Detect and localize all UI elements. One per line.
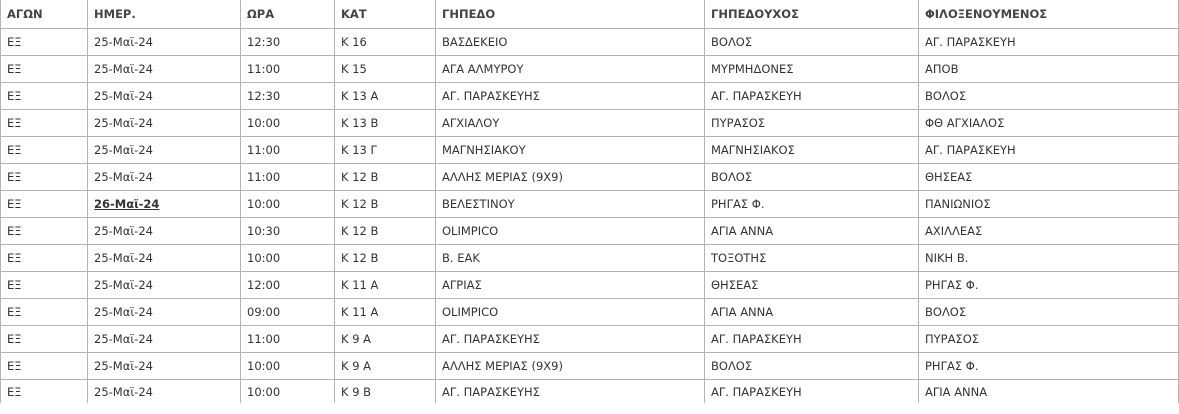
cell-venue: ΑΛΛΗΣ ΜΕΡΙΑΣ (9Χ9) bbox=[436, 164, 705, 191]
cell-away-team: ΒΟΛΟΣ bbox=[919, 299, 1179, 326]
cell-agon: ΕΞ bbox=[1, 353, 88, 380]
cell-agon: ΕΞ bbox=[1, 83, 88, 110]
cell-home-team: ΜΑΓΝΗΣΙΑΚΟΣ bbox=[705, 137, 919, 164]
cell-date: 25-Μαϊ-24 bbox=[88, 299, 241, 326]
cell-away-team: ΦΘ ΑΓΧΙΑΛΟΣ bbox=[919, 110, 1179, 137]
table-row bbox=[1, 56, 1179, 83]
cell-date bbox=[88, 191, 241, 218]
cell-time: 09:00 bbox=[241, 299, 335, 326]
cell-time: 12:00 bbox=[241, 272, 335, 299]
cell-time: 11:00 bbox=[241, 164, 335, 191]
cell-date: 25-Μαϊ-24 bbox=[88, 164, 241, 191]
cell-venue: ΜΑΓΝΗΣΙΑΚΟΥ bbox=[436, 137, 705, 164]
cell-home-team: ΑΓΙΑ ΑΝΝΑ bbox=[705, 218, 919, 245]
cell-venue: OLIMPICO bbox=[436, 299, 705, 326]
cell-category: Κ 12 Β bbox=[335, 191, 436, 218]
cell-time: 10:00 bbox=[241, 110, 335, 137]
cell-category: Κ 11 Α bbox=[335, 299, 436, 326]
cell-category: Κ 13 Γ bbox=[335, 137, 436, 164]
cell-venue: ΒΑΣΔΕΚΕΙΟ bbox=[436, 29, 705, 56]
cell-agon: ΕΞ bbox=[1, 245, 88, 272]
table-row bbox=[1, 299, 1179, 326]
cell-agon: ΕΞ bbox=[1, 326, 88, 353]
cell-home-team: ΡΗΓΑΣ Φ. bbox=[705, 191, 919, 218]
header-time: ΩΡΑ bbox=[241, 0, 335, 29]
cell-away-team: ΠΥΡΑΣΟΣ bbox=[919, 326, 1179, 353]
table-row bbox=[1, 110, 1179, 137]
cell-venue: ΑΓ. ΠΑΡΑΣΚΕΥΗΣ bbox=[436, 380, 705, 404]
cell-venue: ΑΓΑ ΑΛΜΥΡΟΥ bbox=[436, 56, 705, 83]
header-away-team: ΦΙΛΟΞΕΝΟΥΜΕΝΟΣ bbox=[919, 0, 1179, 29]
cell-venue: ΑΛΛΗΣ ΜΕΡΙΑΣ (9Χ9) bbox=[436, 353, 705, 380]
cell-date: 25-Μαϊ-24 bbox=[88, 56, 241, 83]
cell-venue: ΑΓ. ΠΑΡΑΣΚΕΥΗΣ bbox=[436, 326, 705, 353]
cell-agon: ΕΞ bbox=[1, 272, 88, 299]
cell-time: 12:30 bbox=[241, 83, 335, 110]
cell-agon: ΕΞ bbox=[1, 110, 88, 137]
cell-away-team: ΑΧΙΛΛΕΑΣ bbox=[919, 218, 1179, 245]
cell-category: Κ 12 Β bbox=[335, 218, 436, 245]
header-home-team: ΓΗΠΕΔΟΥΧΟΣ bbox=[705, 0, 919, 29]
cell-home-team: ΑΓ. ΠΑΡΑΣΚΕΥΗ bbox=[705, 380, 919, 404]
cell-agon: ΕΞ bbox=[1, 218, 88, 245]
cell-category: Κ 13 Α bbox=[335, 83, 436, 110]
cell-away-team: ΠΑΝΙΩΝΙΟΣ bbox=[919, 191, 1179, 218]
cell-category: Κ 9 Α bbox=[335, 353, 436, 380]
cell-home-team: ΒΟΛΟΣ bbox=[705, 353, 919, 380]
cell-away-team: ΡΗΓΑΣ Φ. bbox=[919, 272, 1179, 299]
cell-time: 12:30 bbox=[241, 29, 335, 56]
cell-agon: ΕΞ bbox=[1, 29, 88, 56]
cell-date: 25-Μαϊ-24 bbox=[88, 29, 241, 56]
cell-home-team: ΑΓ. ΠΑΡΑΣΚΕΥΗ bbox=[705, 326, 919, 353]
cell-date: 25-Μαϊ-24 bbox=[88, 380, 241, 404]
cell-date: 25-Μαϊ-24 bbox=[88, 83, 241, 110]
cell-category: Κ 13 Β bbox=[335, 110, 436, 137]
table-row bbox=[1, 164, 1179, 191]
cell-time: 10:00 bbox=[241, 191, 335, 218]
table-row bbox=[1, 353, 1179, 380]
cell-agon: ΕΞ bbox=[1, 56, 88, 83]
table-row bbox=[1, 137, 1179, 164]
cell-venue: OLIMPICO bbox=[436, 218, 705, 245]
cell-category: Κ 16 bbox=[335, 29, 436, 56]
cell-home-team: ΑΓ. ΠΑΡΑΣΚΕΥΗ bbox=[705, 83, 919, 110]
cell-date: 25-Μαϊ-24 bbox=[88, 353, 241, 380]
cell-home-team: ΜΥΡΜΗΔΟΝΕΣ bbox=[705, 56, 919, 83]
header-category: ΚΑΤ bbox=[335, 0, 436, 29]
cell-venue: Β. ΕΑΚ bbox=[436, 245, 705, 272]
fixtures-body bbox=[1, 29, 1179, 404]
table-row bbox=[1, 245, 1179, 272]
cell-away-team: ΘΗΣΕΑΣ bbox=[919, 164, 1179, 191]
table-row bbox=[1, 380, 1179, 404]
cell-time: 10:00 bbox=[241, 353, 335, 380]
cell-agon: ΕΞ bbox=[1, 191, 88, 218]
cell-away-team: ΝΙΚΗ Β. bbox=[919, 245, 1179, 272]
cell-home-team: ΒΟΛΟΣ bbox=[705, 164, 919, 191]
cell-date: 25-Μαϊ-24 bbox=[88, 326, 241, 353]
cell-time: 10:00 bbox=[241, 245, 335, 272]
cell-category: Κ 15 bbox=[335, 56, 436, 83]
cell-away-team: ΑΓ. ΠΑΡΑΣΚΕΥΗ bbox=[919, 137, 1179, 164]
cell-home-team: ΒΟΛΟΣ bbox=[705, 29, 919, 56]
cell-agon: ΕΞ bbox=[1, 164, 88, 191]
cell-time: 10:30 bbox=[241, 218, 335, 245]
cell-venue: ΑΓΡΙΑΣ bbox=[436, 272, 705, 299]
cell-date: 25-Μαϊ-24 bbox=[88, 272, 241, 299]
cell-away-team: ΑΓΙΑ ΑΝΝΑ bbox=[919, 380, 1179, 404]
cell-date: 25-Μαϊ-24 bbox=[88, 110, 241, 137]
cell-category: Κ 12 Β bbox=[335, 245, 436, 272]
cell-agon: ΕΞ bbox=[1, 380, 88, 404]
cell-away-team: ΑΓ. ΠΑΡΑΣΚΕΥΗ bbox=[919, 29, 1179, 56]
header-venue: ΓΗΠΕΔΟ bbox=[436, 0, 705, 29]
table-row bbox=[1, 272, 1179, 299]
cell-agon: ΕΞ bbox=[1, 137, 88, 164]
date-link[interactable]: 26-Μαϊ-24 bbox=[94, 197, 160, 211]
cell-time: 11:00 bbox=[241, 137, 335, 164]
cell-home-team: ΘΗΣΕΑΣ bbox=[705, 272, 919, 299]
cell-home-team: ΠΥΡΑΣΟΣ bbox=[705, 110, 919, 137]
cell-category: Κ 11 Α bbox=[335, 272, 436, 299]
cell-date: 25-Μαϊ-24 bbox=[88, 245, 241, 272]
cell-home-team: ΤΟΞΟΤΗΣ bbox=[705, 245, 919, 272]
table-row bbox=[1, 29, 1179, 56]
cell-category: Κ 9 Α bbox=[335, 326, 436, 353]
header-date: ΗΜΕΡ. bbox=[88, 0, 241, 29]
cell-category: Κ 9 Β bbox=[335, 380, 436, 404]
cell-away-team: ΒΟΛΟΣ bbox=[919, 83, 1179, 110]
cell-agon: ΕΞ bbox=[1, 299, 88, 326]
cell-time: 11:00 bbox=[241, 56, 335, 83]
cell-date: 25-Μαϊ-24 bbox=[88, 218, 241, 245]
cell-away-team: ΑΠΟΒ bbox=[919, 56, 1179, 83]
header-agon: ΑΓΩΝ bbox=[1, 0, 88, 29]
cell-away-team: ΡΗΓΑΣ Φ. bbox=[919, 353, 1179, 380]
cell-home-team: ΑΓΙΑ ΑΝΝΑ bbox=[705, 299, 919, 326]
header-row bbox=[1, 0, 1179, 29]
cell-time: 11:00 bbox=[241, 326, 335, 353]
table-row bbox=[1, 83, 1179, 110]
cell-time: 10:00 bbox=[241, 380, 335, 404]
cell-venue: ΒΕΛΕΣΤΙΝΟΥ bbox=[436, 191, 705, 218]
table-row bbox=[1, 191, 1179, 218]
table-row bbox=[1, 218, 1179, 245]
cell-category: Κ 12 Β bbox=[335, 164, 436, 191]
cell-venue: ΑΓΧΙΑΛΟΥ bbox=[436, 110, 705, 137]
table-row bbox=[1, 326, 1179, 353]
cell-date: 25-Μαϊ-24 bbox=[88, 137, 241, 164]
cell-venue: ΑΓ. ΠΑΡΑΣΚΕΥΗΣ bbox=[436, 83, 705, 110]
